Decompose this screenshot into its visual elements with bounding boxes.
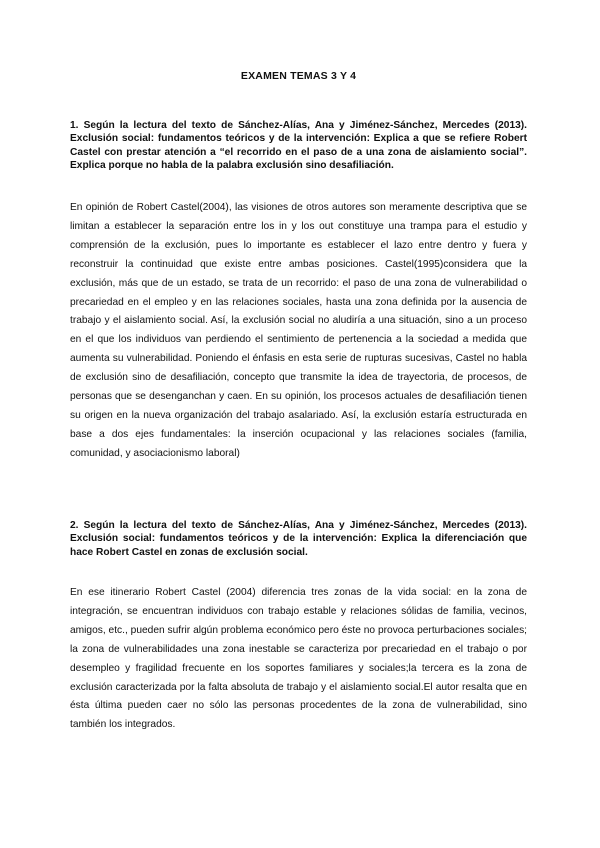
- document-page: [70, 0, 527, 848]
- answer-2: En ese itinerario Robert Castel (2004) diferencia tres zonas de la vida social: en la zona de integración, se encuentran individuos con trabajo estable y relaciones sólidas de familia, vecinos, amigos, etc., pueden sufrir algún problema económico pero éste no provoca perturbaciones sociales; la zona de vulnerabilidades una zona inestable se caracteriza por precariedad en el trabajo o por desempleo y fragilidad frecuente en los soportes familiares y sociales;la tercera es la zona de exclusión caracterizada por la falta absoluta de trabajo y el aislamiento social.El autor resalta que en ésta última pueden caer no sólo las personas procedentes de la zona de vulnerabilidad, sino también los integrados.: [70, 587, 527, 731]
- exam-title: EXAMEN TEMAS 3 Y 4: [240, 70, 357, 82]
- answer-1: En opinión de Robert Castel(2004), las visiones de otros autores son meramente descriptiva que se limitan a establecer la separación entre los in y los out constituye una trampa para el estudio y comprensión de la exclusión, pues lo importante es establecer el lazo entre dentro y fuera y reconstruir la continuidad que existe entre ambas posiciones. Castel(1995)considera que la exclusión, más que de un estado, se trata de un recorrido: el paso de una zona de vulnerabilidad o precariedad en el empleo y en las relaciones sociales, hasta una zona definida por la ausencia de trabajo y el aislamiento social. Así, la exclusión social no aludiría a una situación, sino a un proceso en el que los individuos van perdiendo el sentimiento de pertenencia a la sociedad a medida que aumenta su vulnerabilidad. Poniendo el énfasis en esta serie de rupturas sucesivas, Castel no habla de exclusión sino de desafiliación, concepto que transmite la idea de trayectoria, de procesos, de personas que se desenganchan y caen. En su opinión, los procesos actuales de desafiliación tienen su origen en la nueva organización del trabajo asalariado. Así, la exclusión estaría estructurada en base a dos ejes fundamentales: la inserción ocupacional y las relaciones sociales (familia, comunidad, y asociacionismo laboral): [70, 202, 527, 459]
- question-2: 2. Según la lectura del texto de Sánchez-Alías, Ana y Jiménez-Sánchez, Mercedes (2013). Exclusión social: fundamentos teóricos y de la intervención: Explica la diferenciación que hace Robert Castel en zonas de exclusión social.: [70, 520, 527, 558]
- question-1: 1. Según la lectura del texto de Sánchez-Alías, Ana y Jiménez-Sánchez, Mercedes (2013). Exclusión social: fundamentos teóricos y de la intervención: Explica a que se refiere Robert Castel con prestar atención a “el recorrido en el paso de a una zona de aislamiento social”. Explica porque no habla de la palabra exclusión sino desafiliación.: [70, 120, 527, 172]
